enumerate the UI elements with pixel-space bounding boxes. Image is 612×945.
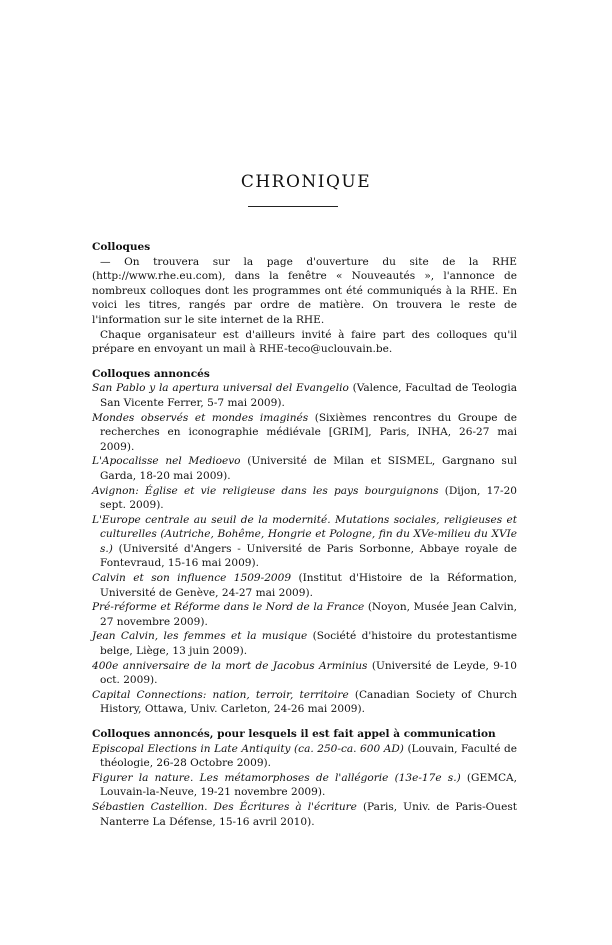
entry-title: Capital Connections: nation, terroir, territoire	[92, 688, 349, 701]
entry-title: L'Apocalisse nel Medioevo	[92, 455, 241, 468]
entry-details: (Université de Leyde, 9-10 oct. 2009).	[100, 659, 517, 687]
entry-details: (Institut d'Histoire de la Réformation, Université de Genève, 24-27 mai 2009).	[100, 572, 517, 599]
list-item	[92, 381, 517, 410]
entry-title: Mondes observés et mondes imaginés	[92, 411, 309, 424]
entry-title: 400e anniversaire de la mort de Jacobus Arminius	[92, 659, 368, 672]
page-title: CHRONIQUE	[240, 172, 372, 192]
list-item	[92, 688, 517, 717]
colloques-paragraph-1: — On trouvera sur la page d'ouverture du site de la RHE (http://www.rhe.eu.com), dans la fenêtre « Nouveautés », l'annonce de nombreux colloques dont les programmes ont été communiqués à la RHE. En voici les titres, rangés par ordre de matière. On trouvera le reste de l'information sur le site internet de la RHE.	[92, 255, 517, 326]
entry-title: Figurer la nature. Les métamorphoses de l'allégorie (13e-17e s.)	[92, 771, 461, 784]
entry-title: Calvin et son influence 1509-2009	[92, 572, 292, 585]
list-item	[92, 742, 517, 771]
entry-details: (Dijon, 17-20 sept. 2009).	[100, 484, 517, 512]
entry-details: (Noyon, Musée Jean Calvin, 27 novembre 2009).	[100, 601, 517, 628]
list-item	[92, 800, 517, 829]
entry-details: (Valence, Facultad de Teologia San Vicente Ferrer, 5-7 mai 2009).	[100, 382, 517, 409]
list-item	[92, 513, 517, 571]
annonces-list	[92, 381, 517, 717]
appel-list	[92, 742, 517, 830]
colloques-paragraph-2: Chaque organisateur est d'ailleurs invité à faire part des colloques qu'il prépare en envoyant un mail à RHE-teco@uclouvain.be.	[92, 328, 517, 356]
list-item	[92, 600, 517, 629]
list-item	[92, 659, 517, 688]
entry-details: (Louvain, Faculté de théologie, 26-28 Octobre 2009).	[100, 742, 517, 770]
entry-title: Jean Calvin, les femmes et la musique	[92, 630, 308, 643]
list-item	[92, 484, 517, 513]
list-item	[92, 771, 517, 800]
entry-details: (Paris, Univ. de Paris-Ouest Nanterre La Défense, 15-16 avril 2010).	[100, 800, 517, 828]
entry-details: (Canadian Society of Church History, Ottawa, Univ. Carleton, 24-26 mai 2009).	[100, 688, 517, 716]
list-item	[92, 411, 517, 455]
list-item	[92, 454, 517, 483]
title-divider	[248, 206, 338, 207]
list-item	[92, 629, 517, 658]
entry-title: Avignon: Église et vie religieuse dans les pays bourguignons	[92, 484, 439, 497]
section-heading-annonces: Colloques annoncés	[92, 367, 210, 380]
entry-title: Pré-réforme et Réforme dans le Nord de la France	[92, 601, 365, 614]
section-heading-appel: Colloques annoncés, pour lesquels il est fait appel à communication	[92, 728, 496, 740]
entry-details: (Université d'Angers - Université de Paris Sorbonne, Abbaye royale de Fontevraud, 15-16 mai 2009).	[100, 542, 517, 570]
entry-details: (Société d'histoire du protestantisme belge, Liège, 13 juin 2009).	[100, 630, 517, 658]
entry-title: L'Europe centrale au seuil de la modernité. Mutations sociales, religieuses et culturelles (Autriche, Bohême, Hongrie et Pologne, fin du XVe-milieu du XVIe s.)	[92, 513, 517, 555]
entry-title: Sébastien Castellion. Des Écritures à l'écriture	[92, 800, 357, 813]
article-body	[92, 240, 517, 829]
section-heading-colloques: Colloques	[92, 241, 151, 253]
entry-title: Episcopal Elections in Late Antiquity (ca. 250-ca. 600 AD)	[92, 742, 404, 755]
list-item	[92, 571, 517, 600]
entry-details: (Sixièmes rencontres du Groupe de recherches en iconographie médiévale [GRIM], Paris, INHA, 26-27 mai 2009).	[100, 411, 517, 453]
entry-details: (GEMCA, Louvain-la-Neuve, 19-21 novembre 2009).	[100, 771, 517, 799]
entry-title: San Pablo y la apertura universal del Evangelio	[92, 382, 349, 395]
entry-details: (Université de Milan et SISMEL, Gargnano sul Garda, 18-20 mai 2009).	[100, 455, 517, 482]
